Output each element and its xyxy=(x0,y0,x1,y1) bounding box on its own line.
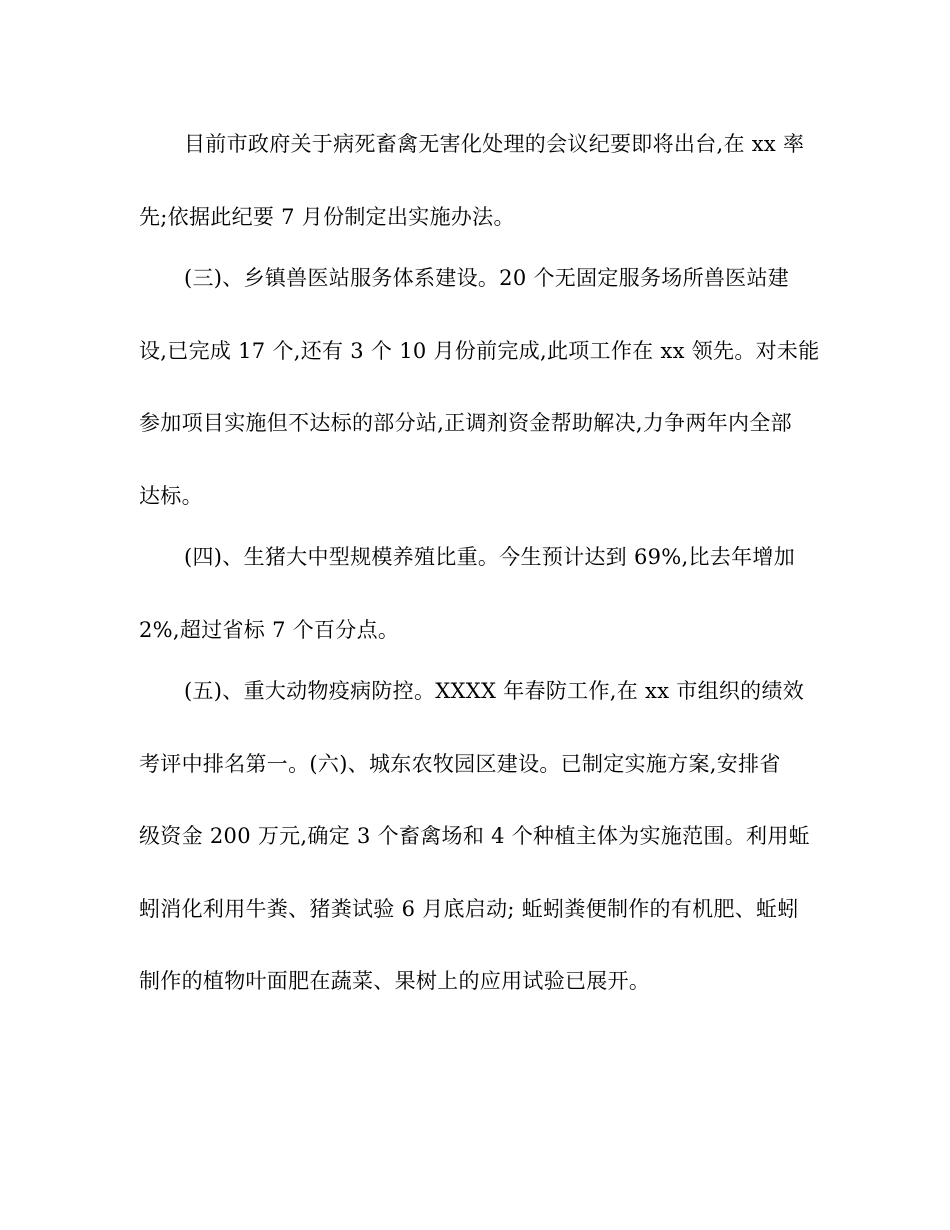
text-line-4: 设,已完成 17 个,还有 3 个 10 月份前完成,此项工作在 xx 领先。对未能 xyxy=(139,339,820,363)
text-line-2: 先;依据此纪要 7 月份制定出实施办法。 xyxy=(139,205,515,229)
text-line-1: 目前市政府关于病死畜禽无害化处理的会议纪要即将出台,在 xx 率 xyxy=(184,132,805,156)
text-line-9: (五)、重大动物疫病防控。XXXX 年春防工作,在 xx 市组织的绩效 xyxy=(184,679,805,703)
text-line-6: 达标。 xyxy=(139,484,203,508)
text-line-8: 2%,超过省标 7 个百分点。 xyxy=(139,618,400,642)
text-line-5: 参加项目实施但不达标的部分站,正调剂资金帮助解决,力争两年内全部 xyxy=(139,411,792,435)
text-line-11: 级资金 200 万元,确定 3 个畜禽场和 4 个种植主体为实施范围。利用蚯 xyxy=(139,824,810,848)
text-line-10: 考评中排名第一。(六)、城东农牧园区建设。已制定实施方案,安排省 xyxy=(139,752,781,776)
text-line-3: (三)、乡镇兽医站服务体系建设。20 个无固定服务场所兽医站建 xyxy=(184,266,790,290)
text-line-7: (四)、生猪大中型规模养殖比重。今生预计达到 69%,比去年增加 xyxy=(184,545,796,569)
text-line-12: 蚓消化利用牛粪、猪粪试验 6 月底启动; 蚯蚓粪便制作的有机肥、蚯蚓 xyxy=(139,897,799,921)
text-line-13: 制作的植物叶面肥在蔬菜、果树上的应用试验已展开。 xyxy=(139,969,651,993)
